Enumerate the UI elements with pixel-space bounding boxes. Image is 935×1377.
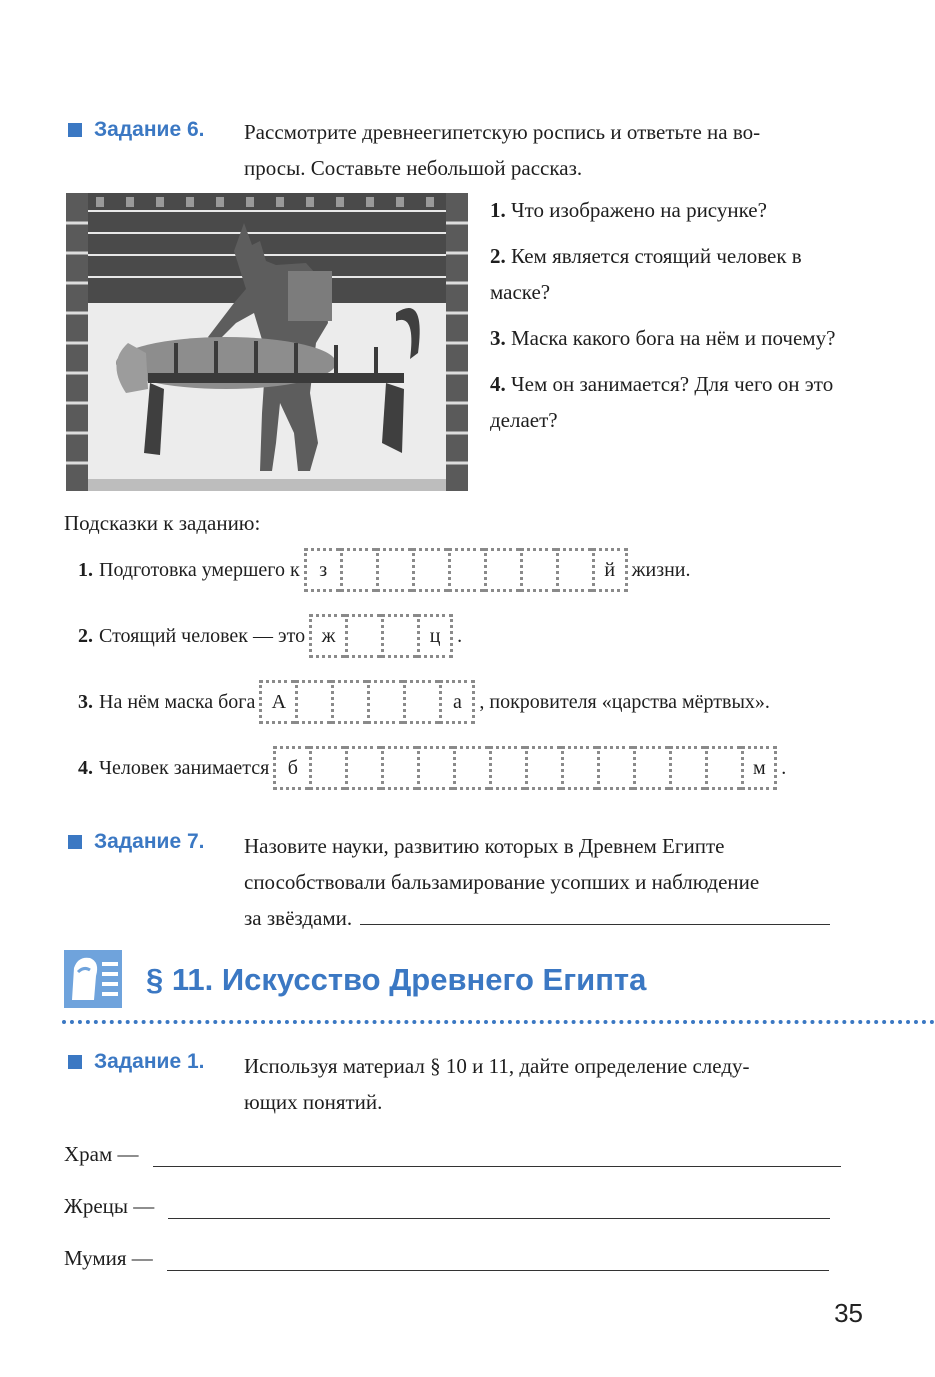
task6-label: Задание 6. — [94, 118, 205, 141]
task7-instruction: Назовите науки, развитию которых в Древнем Египте способствовали бальзамирование усопших и наблюдение за звёздами. — [244, 828, 874, 936]
task6-instruction — [244, 114, 884, 186]
task7-answer-line[interactable] — [360, 902, 830, 925]
hint-2: 2. Стоящий человек — это ж ц . — [78, 614, 462, 658]
question-4: 4. Чем он занимается? Для чего он это делает? — [490, 372, 834, 432]
answer-cells-2[interactable]: ж ц — [309, 614, 453, 658]
page-number: 35 — [834, 1298, 863, 1328]
question-2: 2. Кем является стоящий человек в маске? — [490, 244, 802, 304]
task1-instruction: Используя материал § 10 и 11, дайте определение следу- ющих понятий. — [244, 1054, 750, 1114]
task6-questions — [490, 192, 870, 448]
definition-line-temple[interactable] — [153, 1140, 841, 1167]
egyptian-fresco-image — [66, 193, 468, 491]
definition-line-mummy[interactable] — [167, 1244, 829, 1271]
task1-label: Задание 1. — [94, 1050, 205, 1073]
definition-row-temple — [64, 1140, 841, 1167]
task-square-icon — [68, 1055, 82, 1069]
section-title: § 11. Искусство Древнего Египта — [146, 962, 647, 997]
question-3: 3. Маска какого бога на нём и почему? — [490, 326, 836, 350]
task6-line2: просы. Составьте небольшой рассказ. — [244, 156, 583, 180]
definition-row-mummy — [64, 1244, 829, 1271]
task7-label: Задание 7. — [94, 830, 205, 853]
hint-1: 1. Подготовка умершего к з й жизни. — [78, 548, 691, 592]
task1-header — [68, 1050, 204, 1074]
section-art-icon — [64, 950, 122, 1008]
task7-header — [68, 830, 204, 854]
task6-header — [68, 118, 204, 142]
task6-line1: Рассмотрите древнеегипетскую роспись и ответьте на во- — [244, 120, 761, 144]
hint-3: 3. На нём маска бога А а , покровителя «царства мёртвых». — [78, 680, 770, 724]
answer-cells-4[interactable]: б м — [273, 746, 777, 790]
task-square-icon — [68, 123, 82, 137]
term-priests: Жрецы — — [64, 1194, 155, 1218]
hints-title: Подсказки к заданию: — [64, 511, 261, 535]
task-square-icon — [68, 835, 82, 849]
definition-row-priests — [64, 1192, 830, 1219]
answer-cells-1[interactable]: з й — [304, 548, 628, 592]
term-mummy: Мумия — — [64, 1246, 153, 1270]
term-temple: Храм — — [64, 1142, 139, 1166]
hint-4: 4. Человек занимается б м . — [78, 746, 786, 790]
section-divider — [62, 1020, 935, 1024]
answer-cells-3[interactable]: А а — [259, 680, 475, 724]
definition-line-priests[interactable] — [168, 1192, 830, 1219]
question-1: 1. Что изображено на рисунке? — [490, 198, 767, 222]
